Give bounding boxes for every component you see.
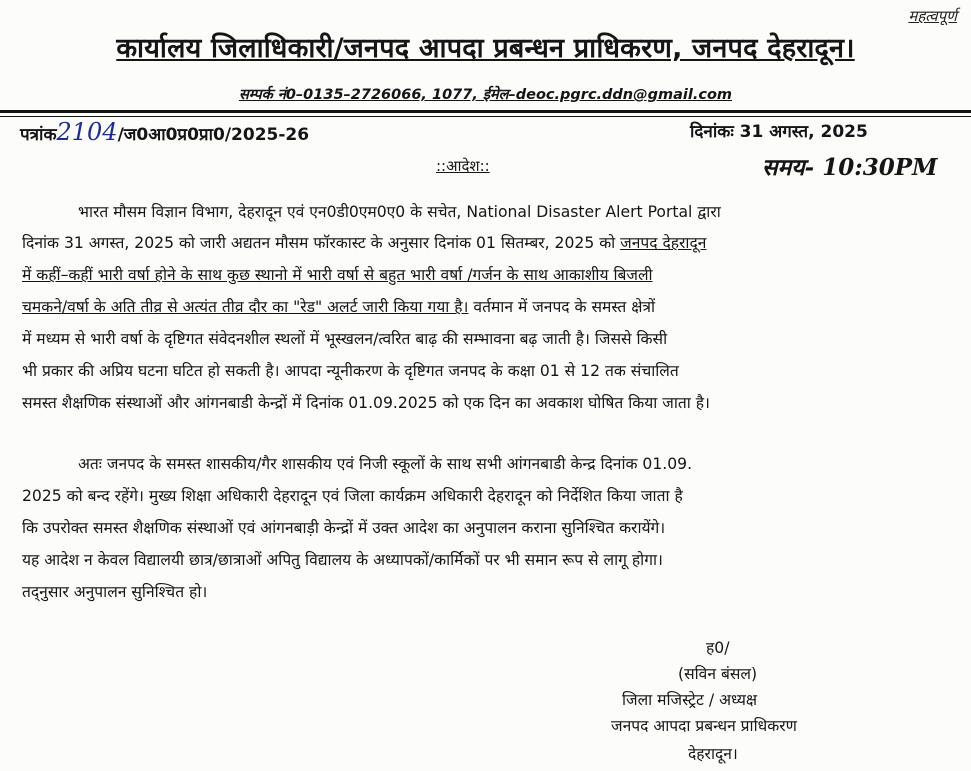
signatory-designation: जिला मजिस्ट्रेट / अध्यक्ष — [622, 691, 758, 709]
contact-line: सम्पर्क नं0–0135–2726066, 1077, ईमेल–deoc.pgrc.ddn@gmail.com — [238, 87, 733, 103]
header-rule — [0, 110, 971, 113]
signatory-name: (सविन बंसल) — [678, 665, 758, 683]
handwritten-time: समय- 10:30PM — [762, 154, 938, 181]
reference-suffix: /ज0आ0प्र0प्रा0/2025-26 — [117, 125, 310, 145]
para1-line: में कहीं–कहीं भारी वर्षा होने के साथ कुछ स्थानो में भारी वर्षा से बहुत भारी वर्षा /गर्जन के साथ आकाशीय बिजली — [22, 266, 653, 284]
important-note: महत्वपूर्ण — [908, 7, 957, 25]
para1-line: में मध्यम से भारी वर्षा के दृष्टिगत संवेदनशील स्थलों में भूस्खलन/त्वरित बाढ़ की सम्भावना बढ़ जाती है। जिससे किसी — [22, 330, 668, 348]
para1-line: भी प्रकार की अप्रिय घटना घटित हो सकती है। आपदा न्यूनीकरण के दृष्टिगत जनपद के कक्षा 01 से 12 तक संचालित — [22, 362, 679, 380]
para1-line: समस्त शैक्षणिक संस्थाओं और आंगनबाडी केन्द्रों में दिनांक 01.09.2025 को एक दिन का अवकाश घोषित किया जाता है। — [22, 394, 710, 412]
header-rule-thin — [0, 116, 971, 117]
para2-line: कि उपरोक्त समस्त शैक्षणिक संस्थाओं एवं आंगनबाड़ी केन्द्रों में उक्त आदेश का अनुपालन कराना सुनिश्चित करायेंगे। — [22, 519, 666, 537]
order-title: ::आदेश:: — [436, 157, 490, 175]
para1-line: दिनांक 31 अगस्त, 2025 को जारी अद्यतन मौसम फॉरकास्ट के अनुसार दिनांक 01 सितम्बर, 2025 को जनपद देहरादून — [22, 234, 707, 252]
para1-line: चमकने/वर्षा के अति तीव्र से अत्यंत तीव्र दौर का "रेड" अलर्ट जारी किया गया है। वर्तमान में जनपद के समस्त क्षेत्रों — [22, 298, 656, 316]
para2-line: यह आदेश न केवल विद्यालयी छात्र/छात्राओं अपितु विद्यालय के अध्यापकों/कार्मिकों पर भी समान रूप से लागू होगा। — [22, 551, 663, 569]
reference-number — [20, 118, 309, 146]
signed-mark: ह0/ — [706, 639, 730, 657]
signatory-authority: जनपद आपदा प्रबन्धन प्राधिकरण — [611, 717, 797, 735]
signatory-place: देहरादून। — [688, 745, 738, 763]
office-title: कार्यालय जिलाधिकारी/जनपद आपदा प्रबन्धन प्राधिकरण, जनपद देहरादून। — [116, 33, 855, 64]
reference-prefix: पत्रांक — [20, 125, 57, 145]
para1-line: भारत मौसम विज्ञान विभाग, देहरादून एवं एन0डी0एम0ए0 के सचेत, National Disaster Alert Portal द्वारा — [78, 203, 721, 221]
para2-line: 2025 को बन्द रहेंगे। मुख्य शिक्षा अधिकारी देहरादून एवं जिला कार्यक्रम अधिकारी देहरादून को निर्देशित किया जाता है — [22, 487, 683, 505]
para2-line: तद्नुसार अनुपालन सुनिश्चित हो। — [22, 583, 208, 601]
handwritten-number: 2104 — [56, 118, 118, 146]
para2-line: अतः जनपद के समस्त शासकीय/गैर शासकीय एवं निजी स्कूलों के साथ सभी आंगनबाडी केन्द्र दिनांक 01.09. — [78, 455, 693, 473]
order-date: दिनांकः 31 अगस्त, 2025 — [690, 122, 868, 142]
